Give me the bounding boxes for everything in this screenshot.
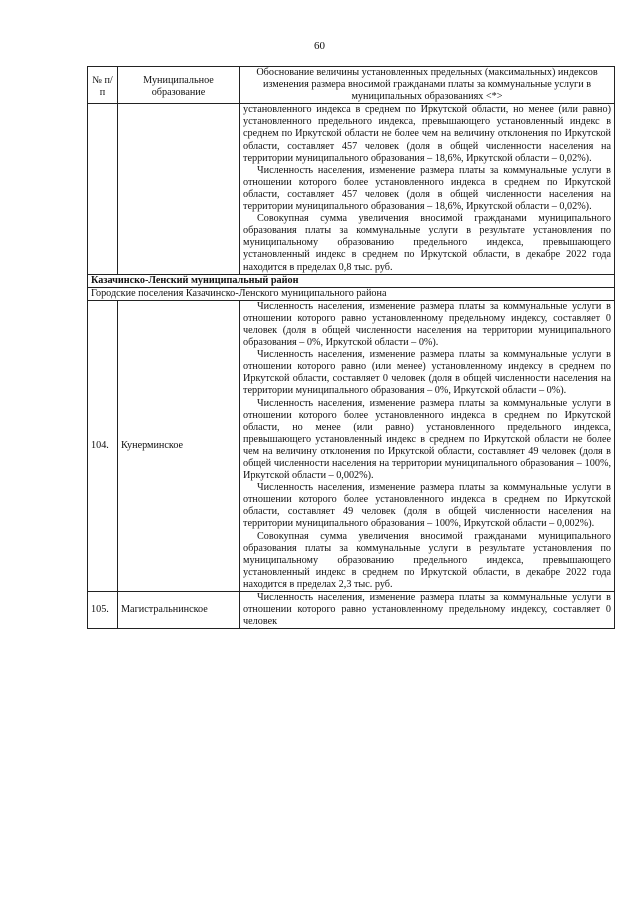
- subdistrict-row: [88, 287, 615, 300]
- district-title: Казачинско-Ленский муниципальный район: [88, 274, 615, 287]
- table-row: [88, 300, 615, 591]
- continued-text: [240, 104, 615, 274]
- paragraph: Численность населения, изменение размера платы за коммунальные услуги в отношении которого равно (или менее) установленному индексу в среднем по Иркутской области, составляет 0 человек (доля в общей численности населения на территории муниципального образования – 0%, Иркутской области – 0%).: [243, 349, 611, 397]
- row-num: 104.: [88, 300, 118, 591]
- row-num: 105.: [88, 592, 118, 629]
- paragraph: Совокупная сумма увеличения вносимой гражданами муниципального образования платы за коммунальные услуги в результате установления по муниципальному образованию предельного индекса, превышающего установленный индекс в среднем по Иркутской области, в декабре 2022 года находится в пределах 2,3 тыс. руб.: [243, 530, 611, 590]
- table-row: [88, 592, 615, 629]
- paragraph: Совокупная сумма увеличения вносимой гражданами муниципального образования платы за коммунальные услуги в результате установления по муниципальному образованию предельного индекса, превышающего установленный индекс в среднем по Иркутской области, в декабре 2022 года находится в пределах 0,8 тыс. руб.: [243, 213, 611, 273]
- paragraph: Численность населения, изменение размера платы за коммунальные услуги в отношении которого равно установленному предельному индексу, составляет 0 человек (доля в общей численности населения на территории муниципального образования – 0%, Иркутской области – 0%).: [243, 300, 611, 349]
- header-num: № п/п: [88, 67, 118, 104]
- subdistrict-title: Городские поселения Казачинско-Ленского муниципального района: [88, 287, 615, 300]
- justification-table: [87, 66, 615, 629]
- paragraph: установленного индекса в среднем по Иркутской области, но менее (или равно) установленного предельного индекса, превышающего установленный индекс в среднем по Иркутской области не более чем на величину отклонения по Иркутской области, составляет 457 человек (доля в общей численности населения на территории муниципального образования – 18,6%, Иркутской области – 0,02%).: [243, 104, 611, 164]
- header-municipality: Муниципальное образование: [118, 67, 240, 104]
- paragraph: Численность населения, изменение размера платы за коммунальные услуги в отношении которого более установленного индекса в среднем по Иркутской области, составляет 457 человек (доля в общей численности населения на территории муниципального образования – 18,6%, Иркутской области – 0,02%).: [243, 164, 611, 213]
- row-municipality: Кунерминское: [118, 300, 240, 591]
- district-row: [88, 274, 615, 287]
- row-text: [240, 300, 615, 591]
- table-header-row: [88, 67, 615, 104]
- header-justification: Обоснование величины установленных предельных (максимальных) индексов изменения размера вносимой гражданами платы за коммунальные услуги в муниципальных образованиях <*>: [240, 67, 615, 104]
- continued-municipality: [118, 104, 240, 274]
- continued-row: [88, 104, 615, 274]
- paragraph: Численность населения, изменение размера платы за коммунальные услуги в отношении которого равно установленному предельному индексу, составляет 0 человек: [243, 592, 611, 628]
- row-municipality: Магистральнинское: [118, 592, 240, 629]
- row-text: [240, 592, 615, 629]
- page-number: 60: [314, 40, 325, 52]
- paragraph: Численность населения, изменение размера платы за коммунальные услуги в отношении которого более установленного индекса в среднем по Иркутской области, но менее (или равно) установленного предельного индекса, превышающего установленный индекс в среднем по Иркутской области не более чем на величину отклонения по Иркутской области, составляет 49 человек (доля в общей численности населения на территории муниципального образования – 100%, Иркутской области – 0,002%).: [243, 397, 611, 482]
- paragraph: Численность населения, изменение размера платы за коммунальные услуги в отношении которого более установленного индекса в среднем по Иркутской области, составляет 49 человек (доля в общей численности населения на территории муниципального образования – 100%, Иркутской области – 0,002%).: [243, 482, 611, 530]
- continued-num: [88, 104, 118, 274]
